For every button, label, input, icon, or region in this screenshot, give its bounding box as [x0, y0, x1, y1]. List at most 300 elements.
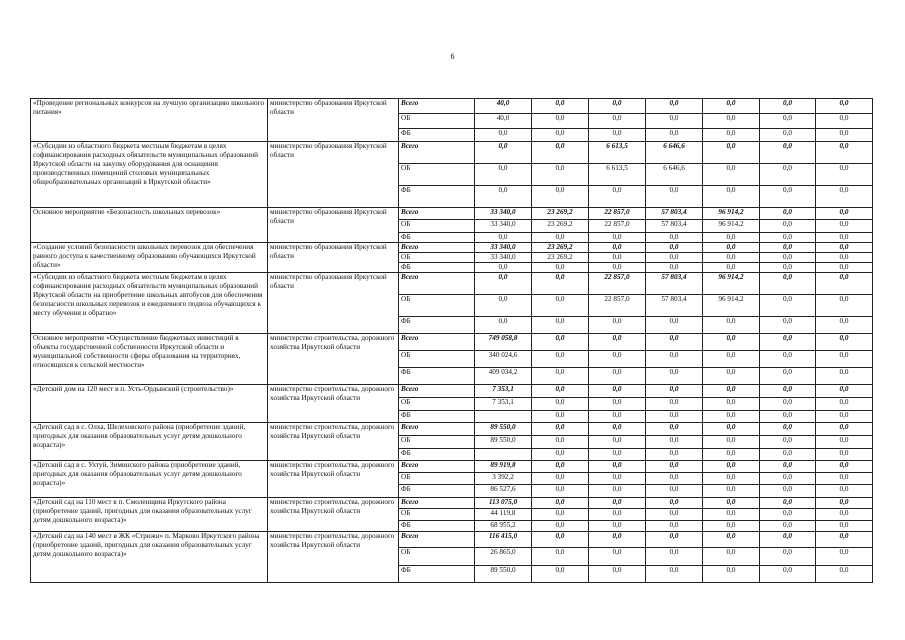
amount-cell: 0,0 — [760, 273, 816, 295]
amount-cell: 0,0 — [703, 263, 760, 273]
amount-cell: 96 914,2 — [703, 208, 760, 220]
amount-cell: 0,0 — [532, 485, 589, 498]
amount-cell: 57 803,4 — [646, 208, 703, 220]
funding-source-cell: Всего — [399, 461, 475, 473]
measure-name-cell: Основное мероприятие «Осуществление бюджетных инвестиций в объекты государственной собственности Иркутской области и муниципальной собственности сферы образования на территориях, относящихся к сельской местности» — [31, 334, 268, 385]
funding-source-cell: ФБ — [399, 263, 475, 273]
amount-cell: 0,0 — [760, 368, 816, 385]
amount-cell: 0,0 — [475, 233, 532, 243]
amount-cell: 0,0 — [703, 243, 760, 253]
responsible-executor-cell: министерство образования Иркутской области — [268, 208, 399, 243]
amount-cell: 0,0 — [532, 368, 589, 385]
amount-cell: 0,0 — [816, 164, 873, 186]
amount-cell: 0,0 — [760, 295, 816, 317]
amount-cell: 0,0 — [760, 436, 816, 449]
amount-cell: 0,0 — [760, 566, 816, 583]
funding-source-cell: ФБ — [399, 368, 475, 385]
amount-cell: 0,0 — [532, 142, 589, 164]
amount-cell: 0,0 — [646, 368, 703, 385]
funding-source-cell: ФБ — [399, 317, 475, 334]
amount-cell: 0,0 — [589, 99, 646, 114]
amount-cell: 0,0 — [646, 385, 703, 398]
funding-source-cell: ОБ — [399, 253, 475, 263]
amount-cell: 0,0 — [816, 532, 873, 548]
funding-source-cell: ФБ — [399, 129, 475, 142]
amount-cell: 0,0 — [532, 423, 589, 436]
amount-cell: 0,0 — [532, 295, 589, 317]
amount-cell: 0,0 — [703, 436, 760, 449]
amount-cell: 0,0 — [816, 461, 873, 473]
amount-cell: 0,0 — [589, 423, 646, 436]
amount-cell: 0,0 — [532, 498, 589, 509]
amount-cell: 0,0 — [760, 243, 816, 253]
amount-cell: 0,0 — [703, 548, 760, 566]
amount-cell: 0,0 — [589, 334, 646, 351]
funding-source-cell: Всего — [399, 243, 475, 253]
amount-cell: 0,0 — [589, 317, 646, 334]
amount-cell: 0,0 — [760, 142, 816, 164]
amount-cell: 6 613,5 — [589, 164, 646, 186]
amount-cell: 749 058,8 — [475, 334, 532, 351]
funding-source-cell: ФБ — [399, 233, 475, 243]
amount-cell: 22 857,0 — [589, 295, 646, 317]
table-row — [31, 423, 873, 436]
amount-cell: 116 415,0 — [475, 532, 532, 548]
amount-cell: 96 914,2 — [703, 295, 760, 317]
amount-cell: 0,0 — [816, 129, 873, 142]
amount-cell: 0,0 — [703, 532, 760, 548]
amount-cell: 0,0 — [816, 436, 873, 449]
amount-cell: 0,0 — [703, 411, 760, 423]
amount-cell: 86 527,6 — [475, 485, 532, 498]
amount-cell: 0,0 — [532, 186, 589, 208]
amount-cell: 0,0 — [760, 334, 816, 351]
amount-cell: 0,0 — [760, 233, 816, 243]
amount-cell: 0,0 — [532, 233, 589, 243]
table-row — [31, 385, 873, 398]
amount-cell: 0,0 — [646, 532, 703, 548]
measure-name-cell: «Детский сад на 140 мест в ЖК «Стрижи» п. Марково Иркутского района (приобретение зданий, пригодных для оказания образовательных услуг детям дошкольного возраста)» — [31, 532, 268, 583]
amount-cell: 57 803,4 — [646, 273, 703, 295]
funding-source-cell: ОБ — [399, 351, 475, 368]
funding-source-cell: ОБ — [399, 114, 475, 129]
amount-cell: 0,0 — [475, 317, 532, 334]
amount-cell: 0,0 — [532, 566, 589, 583]
funding-source-cell: Всего — [399, 273, 475, 295]
funding-source-cell: Всего — [399, 142, 475, 164]
funding-source-cell: ОБ — [399, 164, 475, 186]
amount-cell: 22 857,0 — [589, 273, 646, 295]
amount-cell: 0,0 — [532, 317, 589, 334]
amount-cell: 0,0 — [760, 423, 816, 436]
amount-cell: 0,0 — [589, 509, 646, 521]
responsible-executor-cell: министерство образования Иркутской области — [268, 142, 399, 208]
amount-cell: 0,0 — [816, 317, 873, 334]
amount-cell: 44 119,8 — [475, 509, 532, 521]
budget-table — [30, 98, 873, 583]
amount-cell: 26 865,0 — [475, 548, 532, 566]
amount-cell: 0,0 — [532, 334, 589, 351]
amount-cell: 6 646,6 — [646, 142, 703, 164]
amount-cell: 0,0 — [646, 99, 703, 114]
funding-source-cell: ОБ — [399, 473, 475, 485]
amount-cell: 68 955,2 — [475, 521, 532, 532]
amount-cell: 0,0 — [703, 385, 760, 398]
amount-cell: 0,0 — [589, 521, 646, 532]
funding-source-cell: ОБ — [399, 509, 475, 521]
funding-source-cell: Всего — [399, 498, 475, 509]
amount-cell: 0,0 — [816, 473, 873, 485]
responsible-executor-cell: министерство образования Иркутской области — [268, 99, 399, 142]
amount-cell: 0,0 — [532, 473, 589, 485]
amount-cell: 0,0 — [703, 99, 760, 114]
amount-cell: 57 803,4 — [646, 220, 703, 233]
amount-cell: 0,0 — [703, 368, 760, 385]
page-number: 6 — [450, 52, 455, 61]
amount-cell: 0,0 — [760, 461, 816, 473]
amount-cell: 0,0 — [646, 334, 703, 351]
funding-source-cell: ОБ — [399, 548, 475, 566]
amount-cell: 0,0 — [703, 351, 760, 368]
amount-cell: 0,0 — [646, 243, 703, 253]
amount-cell: 0,0 — [703, 317, 760, 334]
amount-cell: 0,0 — [532, 436, 589, 449]
amount-cell: 0,0 — [703, 449, 760, 461]
amount-cell: 0,0 — [646, 498, 703, 509]
amount-cell: 0,0 — [646, 351, 703, 368]
measure-name-cell: «Субсидии из областного бюджета местным бюджетам в целях софинансирования расходных обязательств муниципальных образований Иркутской области на закупку оборудования для оснащения производственных помещений столовых муниципальных общеобразовательных организаций в Иркутской области» — [31, 142, 268, 208]
amount-cell: 0,0 — [703, 334, 760, 351]
amount-cell: 0,0 — [703, 521, 760, 532]
amount-cell: 33 340,0 — [475, 243, 532, 253]
funding-source-cell: Всего — [399, 99, 475, 114]
amount-cell: 0,0 — [589, 436, 646, 449]
amount-cell: 6 613,5 — [589, 142, 646, 164]
amount-cell: 0,0 — [532, 398, 589, 411]
amount-cell: 0,0 — [475, 263, 532, 273]
amount-cell: 96 914,2 — [703, 273, 760, 295]
amount-cell: 0,0 — [816, 449, 873, 461]
amount-cell: 6 646,6 — [646, 164, 703, 186]
amount-cell: 0,0 — [646, 521, 703, 532]
table-row — [31, 334, 873, 351]
amount-cell: 113 075,0 — [475, 498, 532, 509]
amount-cell: 0,0 — [816, 485, 873, 498]
amount-cell: 0,0 — [760, 449, 816, 461]
amount-cell: 0,0 — [589, 548, 646, 566]
amount-cell: 0,0 — [589, 129, 646, 142]
amount-cell: 0,0 — [589, 233, 646, 243]
amount-cell: 0,0 — [589, 398, 646, 411]
amount-cell: 57 803,4 — [646, 295, 703, 317]
amount-cell: 0,0 — [646, 233, 703, 243]
amount-cell: 0,0 — [646, 436, 703, 449]
amount-cell: 89 550,0 — [475, 566, 532, 583]
amount-cell: 0,0 — [589, 263, 646, 273]
amount-cell: 0,0 — [760, 208, 816, 220]
amount-cell: 0,0 — [532, 351, 589, 368]
amount-cell: 409 034,2 — [475, 368, 532, 385]
amount-cell: 0,0 — [532, 532, 589, 548]
amount-cell: 0,0 — [816, 498, 873, 509]
measure-name-cell: «Проведение региональных конкурсов на лучшую организацию школьного питания» — [31, 99, 268, 142]
amount-cell: 0,0 — [589, 243, 646, 253]
amount-cell: 0,0 — [532, 99, 589, 114]
amount-cell: 7 353,1 — [475, 385, 532, 398]
amount-cell: 89 550,0 — [475, 436, 532, 449]
table-row — [31, 498, 873, 509]
amount-cell: 33 340,0 — [475, 208, 532, 220]
table-row — [31, 243, 873, 253]
funding-source-cell: ОБ — [399, 295, 475, 317]
amount-cell: 0,0 — [760, 164, 816, 186]
amount-cell: 0,0 — [589, 566, 646, 583]
amount-cell: 0,0 — [646, 449, 703, 461]
amount-cell: 0,0 — [532, 411, 589, 423]
amount-cell: 0,0 — [532, 521, 589, 532]
amount-cell: 0,0 — [816, 142, 873, 164]
amount-cell: 0,0 — [646, 566, 703, 583]
amount-cell: 0,0 — [646, 263, 703, 273]
amount-cell: 0,0 — [760, 473, 816, 485]
responsible-executor-cell: министерство строительства, дорожного хозяйства Иркутской области — [268, 423, 399, 461]
amount-cell: 22 857,0 — [589, 208, 646, 220]
amount-cell: 0,0 — [760, 548, 816, 566]
amount-cell: 0,0 — [646, 317, 703, 334]
amount-cell: 89 919,8 — [475, 461, 532, 473]
amount-cell: 0,0 — [703, 473, 760, 485]
amount-cell: 0,0 — [703, 461, 760, 473]
amount-cell: 23 269,2 — [532, 243, 589, 253]
amount-cell: 40,0 — [475, 114, 532, 129]
amount-cell: 0,0 — [816, 220, 873, 233]
amount-cell: 89 550,0 — [475, 423, 532, 436]
amount-cell: 0,0 — [646, 509, 703, 521]
amount-cell: 0,0 — [589, 485, 646, 498]
amount-cell: 0,0 — [589, 114, 646, 129]
table-body — [31, 99, 873, 583]
amount-cell: 0,0 — [589, 253, 646, 263]
amount-cell: 7 353,1 — [475, 398, 532, 411]
funding-source-cell: ФБ — [399, 449, 475, 461]
amount-cell: 0,0 — [816, 295, 873, 317]
amount-cell: 0,0 — [760, 532, 816, 548]
amount-cell: 0,0 — [589, 351, 646, 368]
amount-cell: 0,0 — [760, 220, 816, 233]
amount-cell: 0,0 — [816, 385, 873, 398]
amount-cell: 0,0 — [475, 142, 532, 164]
measure-name-cell: «Детский дом на 120 мест в п. Усть-Ордынский (строительство)» — [31, 385, 268, 423]
funding-source-cell: ФБ — [399, 485, 475, 498]
amount-cell: 0,0 — [589, 411, 646, 423]
amount-cell: 0,0 — [816, 273, 873, 295]
amount-cell: 0,0 — [760, 398, 816, 411]
amount-cell: 0,0 — [589, 186, 646, 208]
amount-cell: 0,0 — [703, 114, 760, 129]
amount-cell: 0,0 — [760, 253, 816, 263]
amount-cell: 0,0 — [475, 295, 532, 317]
amount-cell: 22 857,0 — [589, 220, 646, 233]
amount-cell: 0,0 — [760, 99, 816, 114]
funding-source-cell: ФБ — [399, 521, 475, 532]
amount-cell: 0,0 — [532, 449, 589, 461]
measure-name-cell: «Детский сад в с. Ухтуй, Зиминского района (приобретение зданий, пригодных для оказания образовательных услуг детям дошкольного возраста)» — [31, 461, 268, 498]
amount-cell: 0,0 — [532, 509, 589, 521]
amount-cell — [475, 411, 532, 423]
amount-cell: 0,0 — [816, 334, 873, 351]
amount-cell: 0,0 — [703, 498, 760, 509]
amount-cell: 0,0 — [703, 398, 760, 411]
amount-cell: 0,0 — [760, 498, 816, 509]
amount-cell: 0,0 — [532, 548, 589, 566]
funding-source-cell: ФБ — [399, 411, 475, 423]
measure-name-cell: «Субсидии из областного бюджета местным бюджетам в целях софинансирования расходных обязательств муниципальных образований Иркутской области на приобретение школьных автобусов для обеспечения безопасности школьных перевозок и ежедневного подвоза обучающихся к месту обучения и обратно» — [31, 273, 268, 334]
funding-source-cell: Всего — [399, 208, 475, 220]
funding-source-cell: ФБ — [399, 186, 475, 208]
amount-cell: 0,0 — [532, 461, 589, 473]
amount-cell: 0,0 — [816, 351, 873, 368]
funding-source-cell: Всего — [399, 385, 475, 398]
amount-cell: 0,0 — [646, 114, 703, 129]
amount-cell: 0,0 — [589, 449, 646, 461]
amount-cell: 0,0 — [760, 509, 816, 521]
amount-cell: 0,0 — [475, 273, 532, 295]
amount-cell: 0,0 — [703, 253, 760, 263]
amount-cell: 23 269,2 — [532, 220, 589, 233]
table-row — [31, 142, 873, 164]
funding-source-cell: Всего — [399, 423, 475, 436]
amount-cell: 0,0 — [589, 532, 646, 548]
amount-cell: 0,0 — [646, 411, 703, 423]
amount-cell: 0,0 — [703, 142, 760, 164]
amount-cell: 23 269,2 — [532, 208, 589, 220]
amount-cell: 0,0 — [816, 186, 873, 208]
amount-cell: 0,0 — [816, 99, 873, 114]
responsible-executor-cell: министерство строительства, дорожного хозяйства Иркутской области — [268, 385, 399, 423]
amount-cell: 0,0 — [760, 411, 816, 423]
amount-cell: 23 269,2 — [532, 253, 589, 263]
amount-cell: 0,0 — [703, 186, 760, 208]
amount-cell: 0,0 — [816, 521, 873, 532]
amount-cell: 0,0 — [646, 398, 703, 411]
amount-cell: 0,0 — [760, 317, 816, 334]
amount-cell: 0,0 — [532, 114, 589, 129]
measure-name-cell: «Создание условий безопасности школьных перевозок для обеспечения равного доступа к качественному образованию обучающихся Иркутской области» — [31, 243, 268, 273]
amount-cell: 0,0 — [816, 208, 873, 220]
responsible-executor-cell: министерство образования Иркутской области — [268, 243, 399, 273]
responsible-executor-cell: министерство строительства, дорожного хозяйства Иркутской области — [268, 498, 399, 532]
responsible-executor-cell: министерство строительства, дорожного хозяйства Иркутской области — [268, 532, 399, 583]
amount-cell: 40,0 — [475, 99, 532, 114]
amount-cell: 0,0 — [646, 253, 703, 263]
amount-cell: 0,0 — [532, 129, 589, 142]
amount-cell: 0,0 — [589, 385, 646, 398]
amount-cell: 0,0 — [760, 129, 816, 142]
amount-cell: 0,0 — [646, 186, 703, 208]
amount-cell: 0,0 — [646, 461, 703, 473]
funding-source-cell: ОБ — [399, 220, 475, 233]
amount-cell: 0,0 — [589, 461, 646, 473]
amount-cell: 0,0 — [703, 233, 760, 243]
amount-cell: 0,0 — [532, 263, 589, 273]
amount-cell: 0,0 — [816, 411, 873, 423]
responsible-executor-cell: министерство строительства, дорожного хозяйства Иркутской области — [268, 461, 399, 498]
amount-cell: 0,0 — [589, 368, 646, 385]
amount-cell: 33 340,0 — [475, 220, 532, 233]
measure-name-cell: Основное мероприятие «Безопасность школьных перевозок» — [31, 208, 268, 243]
amount-cell: 0,0 — [532, 164, 589, 186]
table-row — [31, 532, 873, 548]
amount-cell: 0,0 — [475, 129, 532, 142]
measure-name-cell: «Детский сад в с. Олха, Шелеховского района (приобретение зданий, пригодных для оказания образовательных услуг детям дошкольного возраста)» — [31, 423, 268, 461]
amount-cell: 0,0 — [475, 186, 532, 208]
amount-cell: 0,0 — [760, 485, 816, 498]
amount-cell: 0,0 — [532, 385, 589, 398]
amount-cell: 0,0 — [475, 164, 532, 186]
amount-cell: 0,0 — [703, 164, 760, 186]
amount-cell: 0,0 — [589, 498, 646, 509]
amount-cell: 0,0 — [816, 114, 873, 129]
amount-cell: 0,0 — [703, 566, 760, 583]
amount-cell: 0,0 — [816, 548, 873, 566]
amount-cell: 0,0 — [816, 243, 873, 253]
amount-cell: 0,0 — [816, 253, 873, 263]
amount-cell: 0,0 — [760, 385, 816, 398]
amount-cell: 0,0 — [816, 233, 873, 243]
amount-cell: 0,0 — [816, 368, 873, 385]
amount-cell: 0,0 — [646, 129, 703, 142]
amount-cell: 0,0 — [760, 263, 816, 273]
amount-cell: 0,0 — [532, 273, 589, 295]
amount-cell: 0,0 — [589, 473, 646, 485]
amount-cell: 0,0 — [646, 548, 703, 566]
table-row — [31, 99, 873, 114]
funding-source-cell: ОБ — [399, 398, 475, 411]
amount-cell: 0,0 — [816, 423, 873, 436]
amount-cell: 0,0 — [703, 509, 760, 521]
funding-source-cell: Всего — [399, 532, 475, 548]
table-row — [31, 461, 873, 473]
amount-cell: 0,0 — [816, 263, 873, 273]
amount-cell: 340 024,6 — [475, 351, 532, 368]
amount-cell: 0,0 — [760, 351, 816, 368]
amount-cell: 0,0 — [816, 509, 873, 521]
amount-cell: 0,0 — [816, 566, 873, 583]
amount-cell: 0,0 — [703, 423, 760, 436]
amount-cell: 33 340,0 — [475, 253, 532, 263]
amount-cell: 0,0 — [760, 114, 816, 129]
amount-cell: 0,0 — [646, 473, 703, 485]
amount-cell — [475, 449, 532, 461]
responsible-executor-cell: министерство образования Иркутской области — [268, 273, 399, 334]
amount-cell: 0,0 — [703, 485, 760, 498]
amount-cell: 0,0 — [646, 423, 703, 436]
table-row — [31, 208, 873, 220]
funding-source-cell: ФБ — [399, 566, 475, 583]
funding-source-cell: ОБ — [399, 436, 475, 449]
amount-cell: 0,0 — [760, 186, 816, 208]
amount-cell: 0,0 — [703, 129, 760, 142]
table-row — [31, 273, 873, 295]
amount-cell: 3 392,2 — [475, 473, 532, 485]
amount-cell: 96 914,2 — [703, 220, 760, 233]
responsible-executor-cell: министерство строительства, дорожного хозяйства Иркутской области — [268, 334, 399, 385]
amount-cell: 0,0 — [760, 521, 816, 532]
measure-name-cell: «Детский сад на 110 мест в п. Смоленщина Иркутского района (приобретение зданий, пригодных для оказания образовательных услуг детям дошкольного возраста)» — [31, 498, 268, 532]
funding-source-cell: Всего — [399, 334, 475, 351]
amount-cell: 0,0 — [816, 398, 873, 411]
amount-cell: 0,0 — [646, 485, 703, 498]
